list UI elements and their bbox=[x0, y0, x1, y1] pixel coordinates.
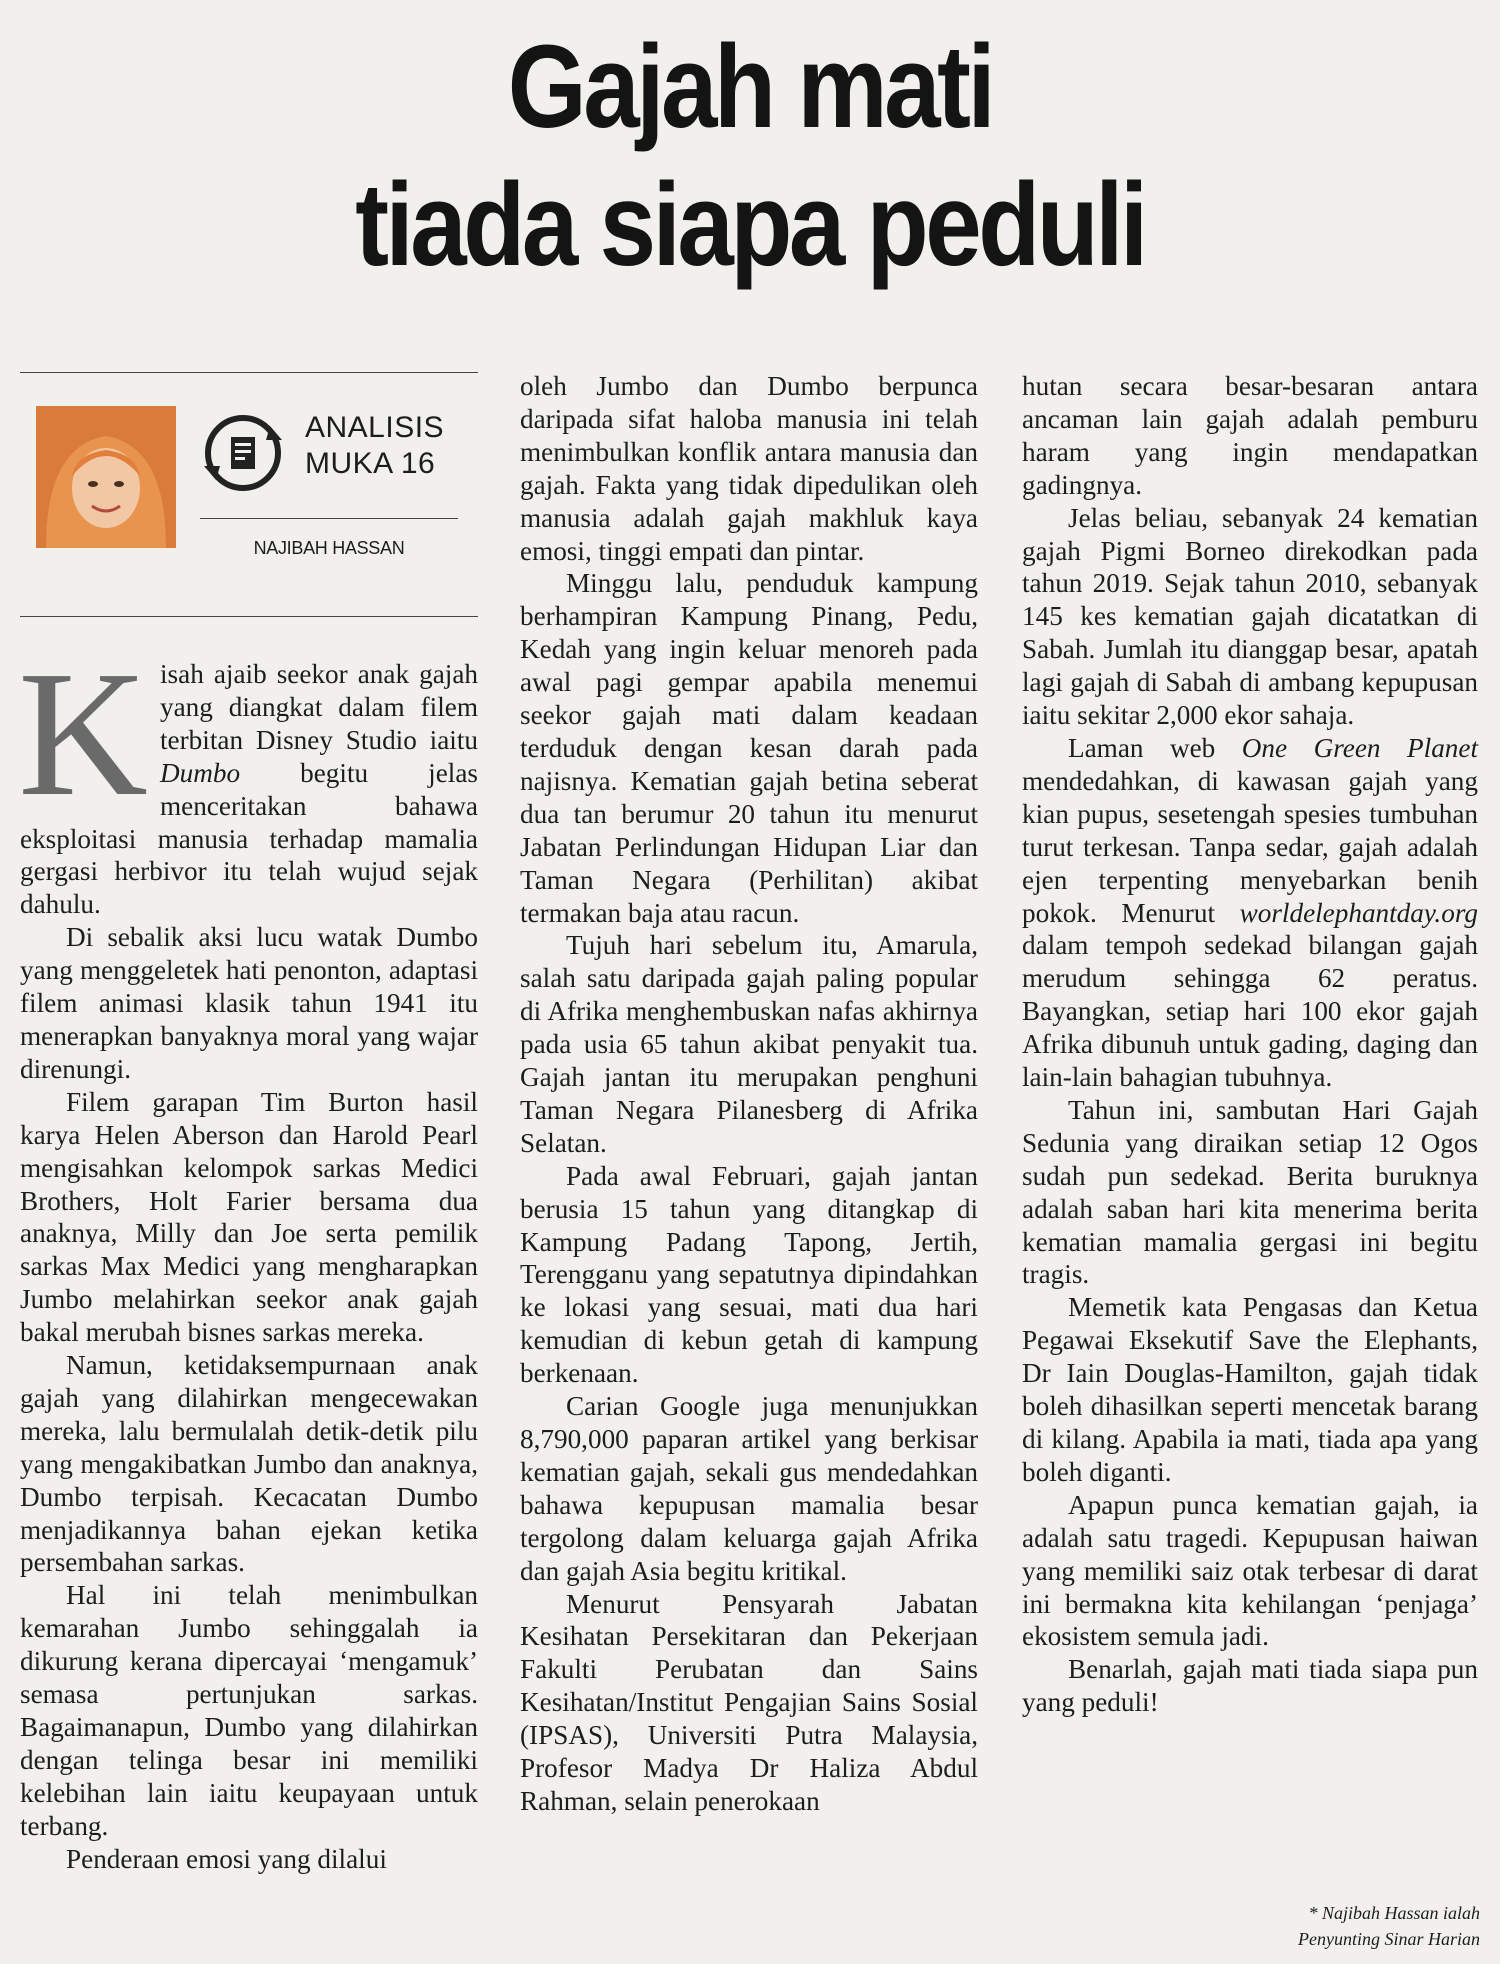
paragraph: Di sebalik aksi lucu watak Dumbo yang menggeletek hati penonton, adaptasi filem animasi klasik tahun 1941 itu menerapkan banyaknya moral yang wajar direnungi. bbox=[20, 922, 478, 1084]
author-photo bbox=[36, 406, 176, 548]
website-name: One Green Planet bbox=[1241, 732, 1479, 763]
author-rule bbox=[200, 518, 458, 519]
paragraph: oleh Jumbo dan Dumbo berpunca daripada sifat haloba manusia ini telah menimbulkan konflik antara manusia dan gajah. Fakta yang tidak dipedulikan oleh manusia adalah gajah makhluk kaya emosi, tinggi empati dan pintar. bbox=[520, 371, 978, 566]
drop-cap: K bbox=[18, 634, 148, 833]
analysis-label-line2: MUKA 16 bbox=[305, 447, 436, 480]
paragraph: Filem garapan Tim Burton hasil karya Helen Aberson dan Harold Pearl mengisahkan kelompok sarkas Medici Brothers, Holt Farier bersama dua anaknya, Milly dan Joe serta pemilik sarkas Max Medici yang mengharapkan Jumbo melahirkan seekor anak gajah bakal merubah bisnes sarkas mereka. bbox=[20, 1086, 478, 1348]
article-column-3 bbox=[1022, 370, 1478, 1719]
analysis-label bbox=[305, 410, 444, 482]
paragraph: Minggu lalu, penduduk kampung berhampiran Kampung Pinang, Pedu, Kedah yang ingin keluar menoreh pada awal pagi gempar apabila menemui seekor gajah mati dalam keadaan terduduk dengan kesan darah pada najisnya. Kematian gajah betina seberat dua tan berumur 20 tahun itu menurut Jabatan Perlindungan Hidupan Liar dan Taman Negara (Perhilitan) akibat termakan baja atau racun. bbox=[520, 568, 978, 928]
bottom-rule-left bbox=[20, 616, 478, 617]
paragraph: Jelas beliau, sebanyak 24 kematian gajah Pigmi Borneo direkodkan pada tahun 2019. Sejak tahun 2010, sebanyak 145 kes kematian gajah dicatatkan di Sabah. Jumlah itu dianggap besar, apatah lagi gajah di Sabah di ambang kepupusan iaitu sekitar 2,000 ekor sahaja. bbox=[1022, 502, 1478, 731]
paragraph: Hal ini telah menimbulkan kemarahan Jumbo sehinggalah ia dikurung kerana dipercayai ‘mengamuk’ semasa pertunjukan sarkas. Bagaimanapun, Dumbo yang dilahirkan dengan telinga besar ini memiliki kelebihan lain iaitu keupayaan untuk terbang. bbox=[20, 1580, 478, 1841]
headline bbox=[105, 18, 1395, 294]
paragraph: Menurut Pensyarah Jabatan Kesihatan Persekitaran dan Pekerjaan Fakulti Perubatan dan Sains Kesihatan/Institut Pengajian Sains Sosial (IPSAS), Universiti Putra Malaysia, Profesor Madya Dr Haliza Abdul Rahman, selain penerokaan bbox=[520, 1588, 978, 1816]
article-column-1 bbox=[18, 634, 478, 1876]
paragraph: Benarlah, gajah mati tiada siapa pun yang peduli! bbox=[1022, 1654, 1478, 1718]
paragraph: hutan secara besar-besaran antara ancaman lain gajah adalah pemburu haram yang ingin mendapatkan gadingnya. bbox=[1022, 371, 1478, 500]
film-title: Dumbo bbox=[160, 757, 241, 788]
author-name: NAJIBAH HASSAN bbox=[253, 538, 405, 558]
paragraph: Penderaan emosi yang dilalui bbox=[66, 1843, 387, 1874]
paragraph-text: Laman web bbox=[1068, 732, 1242, 763]
paragraph: Carian Google juga menunjukkan 8,790,000 paparan artikel yang berkisar kematian gajah, sekali gus mendedahkan bahawa kepupusan mamalia besar tergolong dalam keluarga gajah Afrika dan gajah Asia begitu kritikal. bbox=[520, 1391, 978, 1586]
paragraph: Pada awal Februari, gajah jantan berusia 15 tahun yang ditangkap di Kampung Padang Tapong, Jertih, Terengganu yang sepatutnya dipindahkan ke lokasi yang sesuai, mati dua hari kemudian di kebun getah di kampung berkenaan. bbox=[520, 1160, 978, 1389]
paragraph-text: mendedahkan, di kawasan gajah yang kian pupus, sesetengah spesies tumbuhan turut terkesan. Tanpa sedar, gajah adalah ejen terpenting menyebarkan benih pokok. Menurut bbox=[1022, 765, 1478, 928]
recycle-document-icon bbox=[200, 410, 286, 496]
analysis-label-line1: ANALISIS bbox=[305, 411, 445, 444]
paragraph-text: isah ajaib seekor anak gajah yang diangkat dalam filem terbitan Disney Studio iaitu bbox=[160, 659, 478, 755]
author-portrait bbox=[36, 406, 176, 548]
headline-line-1: Gajah mati bbox=[507, 21, 993, 153]
paragraph bbox=[1022, 732, 1478, 1094]
paragraph: Apapun punca kematian gajah, ia adalah satu tragedi. Kepupusan haiwan yang memiliki saiz otak terbesar di darat ini bermakna kita kehilangan ‘penjaga’ ekosistem semula jadi. bbox=[1022, 1489, 1478, 1652]
website-url: worldelephantday.org bbox=[1239, 897, 1478, 928]
headline-line-2: tiada siapa peduli bbox=[355, 159, 1145, 291]
paragraph: Memetik kata Pengasas dan Ketua Pegawai Eksekutif Save the Elephants, Dr Iain Douglas-Hamilton, gajah tidak boleh dihasilkan seperti mencetak barang di kilang. Apabila ia mati, tiada apa yang boleh diganti. bbox=[1022, 1292, 1478, 1487]
paragraph bbox=[18, 634, 478, 921]
article-column-2 bbox=[520, 370, 978, 1818]
footnote-line2: Penyunting Sinar Harian bbox=[1298, 1929, 1480, 1949]
paragraph-text: begitu jelas menceritakan bahawa eksploitasi manusia terhadap mamalia gergasi herbivor itu telah wujud sejak dahulu. bbox=[20, 757, 478, 920]
footnote-line1: * Najibah Hassan ialah bbox=[1308, 1903, 1480, 1923]
paragraph: Tahun ini, sambutan Hari Gajah Sedunia yang diraikan setiap 12 Ogos sudah pun sedekad. Berita buruknya adalah saban hari kita menerima berita kematian mamalia gergasi ini begitu tragis. bbox=[1022, 1094, 1478, 1290]
paragraph: Tujuh hari sebelum itu, Amarula, salah satu daripada gajah paling popular di Afrika menghembuskan nafas akhirnya pada usia 65 tahun akibat penyakit tua. Gajah jantan itu merupakan penghuni Taman Negara Pilanesberg di Afrika Selatan. bbox=[520, 930, 978, 1158]
paragraph: Namun, ketidaksempurnaan anak gajah yang dilahirkan mengecewakan mereka, lalu bermulalah detik-detik pilu yang mengakibatkan Jumbo dan anaknya, Dumbo terpisah. Kecacatan Dumbo menjadikannya bahan ejekan ketika persembahan sarkas. bbox=[20, 1350, 478, 1578]
byline-box bbox=[20, 372, 478, 616]
author-footnote bbox=[1182, 1900, 1480, 1952]
paragraph-text: dalam tempoh sedekad bilangan gajah merudum sehingga 62 peratus. Bayangkan, setiap hari 100 ekor gajah Afrika dibunuh untuk gading, daging dan lain-lain bahagian tubuhnya. bbox=[1022, 930, 1478, 1093]
